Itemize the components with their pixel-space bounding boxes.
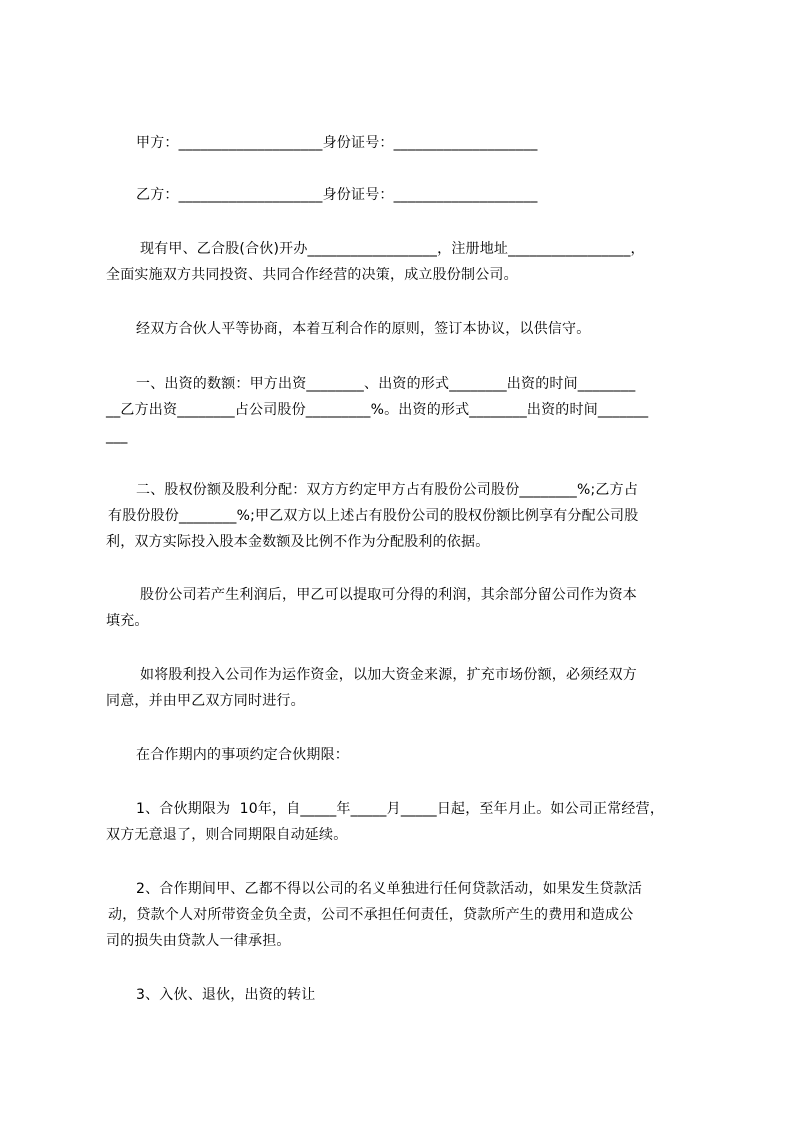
- term1-line-2: 双方无意退了，则合同期限自动延续。: [106, 827, 348, 843]
- reinvest-line-1: 如将股利投入公司作为运作资金，以加大资金来源，扩充市场份额，必须经双方: [140, 667, 637, 683]
- section2-line-1: 二、股权份额及股利分配：双方方约定甲方占有股份公司股份________%;乙方占: [136, 482, 639, 498]
- intro-line-2: 全面实施双方共同投资、共同合作经营的决策，成立股份制公司。: [106, 267, 518, 283]
- consult-paragraph: 经双方合伙人平等协商，本着互利合作的原则，签订本协议，以供信守。: [136, 321, 591, 337]
- intro-line-1: 现有甲、乙合股(合伙)开办__________________，注册地址_________________，: [140, 241, 645, 257]
- profit-line-1: 股份公司若产生利润后，甲乙可以提取可分得的利润，其余部分留公司作为资本: [140, 587, 637, 603]
- term-heading: 在合作期内的事项约定合伙期限：: [136, 747, 349, 763]
- section2-line-3: 利，双方实际投入股本金数额及比例不作为分配股利的依据。: [106, 534, 490, 550]
- term3-line: 3、入伙、退伙，出资的转让: [136, 987, 316, 1003]
- section2-line-2: 有股份股份________%;甲乙双方以上述占有股份公司的股权份额比例享有分配公司股: [108, 508, 639, 524]
- party-a-line: 甲方：____________________身份证号：____________________: [136, 135, 538, 151]
- section1-line-3: ___: [106, 428, 128, 444]
- term2-line-2: 动，贷款个人对所带资金负全责，公司不承担任何责任，贷款所产生的费用和造成公: [108, 907, 634, 923]
- term2-line-3: 司的损失由贷款人一律承担。: [106, 933, 291, 949]
- section1-line-1: 一、出资的数额：甲方出资________、出资的形式________出资的时间________: [136, 376, 636, 392]
- term1-line-1: 1、合伙期限为 10年，自_____年_____月_____日起，至年月止。如公司正常经营，: [136, 801, 665, 817]
- section1-line-2: __乙方出资________占公司股份_________%。出资的形式________出资的时间_______: [106, 402, 649, 418]
- profit-line-2: 填充。: [106, 613, 149, 629]
- term2-line-1: 2、合作期间甲、乙都不得以公司的名义单独进行任何贷款活动，如果发生贷款活: [136, 881, 643, 897]
- party-b-line: 乙方：____________________身份证号：____________________: [136, 187, 538, 203]
- reinvest-line-2: 同意，并由甲乙双方同时进行。: [106, 693, 305, 709]
